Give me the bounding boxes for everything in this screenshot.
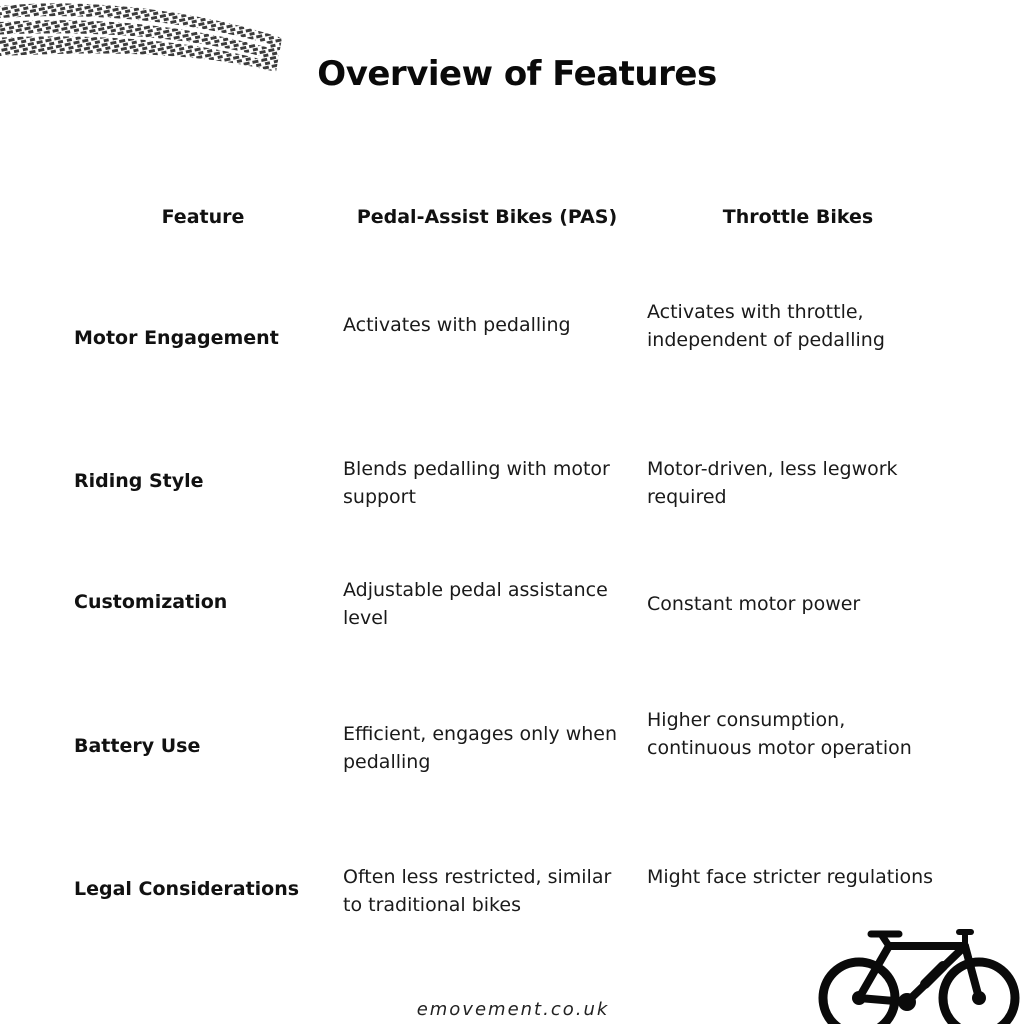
cell-throttle-battery-use xyxy=(647,707,947,762)
bicycle-icon xyxy=(815,926,1024,1024)
cell-line: Might face stricter regulations xyxy=(647,866,934,888)
cell-throttle-motor-engagement xyxy=(647,299,947,354)
cell-throttle-legal-considerations xyxy=(647,864,947,892)
cell-line: Higher consumption, xyxy=(647,709,846,731)
row-label-customization: Customization xyxy=(74,591,228,613)
cell-line: required xyxy=(647,485,727,508)
cell-pas-battery-use xyxy=(343,721,643,776)
cell-line: to traditional bikes xyxy=(343,893,521,916)
cell-line: Activates with pedalling xyxy=(343,314,571,336)
cell-line: continuous motor operation xyxy=(647,736,912,759)
cell-line: independent of pedalling xyxy=(647,328,885,351)
cell-line: Efficient, engages only when xyxy=(343,723,618,745)
cell-pas-legal-considerations xyxy=(343,864,643,919)
header-pedal-assist: Pedal-Assist Bikes (PAS) xyxy=(356,206,618,228)
cell-line: Motor-driven, less legwork xyxy=(647,458,898,480)
cell-line: pedalling xyxy=(343,750,431,773)
page-title: Overview of Features xyxy=(317,54,717,94)
cell-line: level xyxy=(343,606,389,629)
footer-website: emovement.co.uk xyxy=(416,999,610,1020)
cell-line: support xyxy=(343,485,416,508)
cell-line: Constant motor power xyxy=(647,593,861,615)
header-throttle: Throttle Bikes xyxy=(722,206,874,228)
row-label-riding-style: Riding Style xyxy=(74,470,204,492)
row-label-battery-use: Battery Use xyxy=(74,735,201,757)
header-feature: Feature xyxy=(161,206,245,228)
row-label-legal-considerations: Legal Considerations xyxy=(74,878,300,900)
cell-pas-motor-engagement xyxy=(343,312,643,340)
cell-line: Activates with throttle, xyxy=(647,301,864,323)
cell-line: Blends pedalling with motor xyxy=(343,458,610,480)
cell-line: Often less restricted, similar xyxy=(343,866,612,888)
cell-throttle-riding-style xyxy=(647,456,947,511)
cell-pas-customization xyxy=(343,577,643,632)
cell-pas-riding-style xyxy=(343,456,643,511)
row-label-motor-engagement: Motor Engagement xyxy=(74,327,279,349)
cell-line: Adjustable pedal assistance xyxy=(343,579,608,601)
cell-throttle-customization xyxy=(647,591,947,619)
